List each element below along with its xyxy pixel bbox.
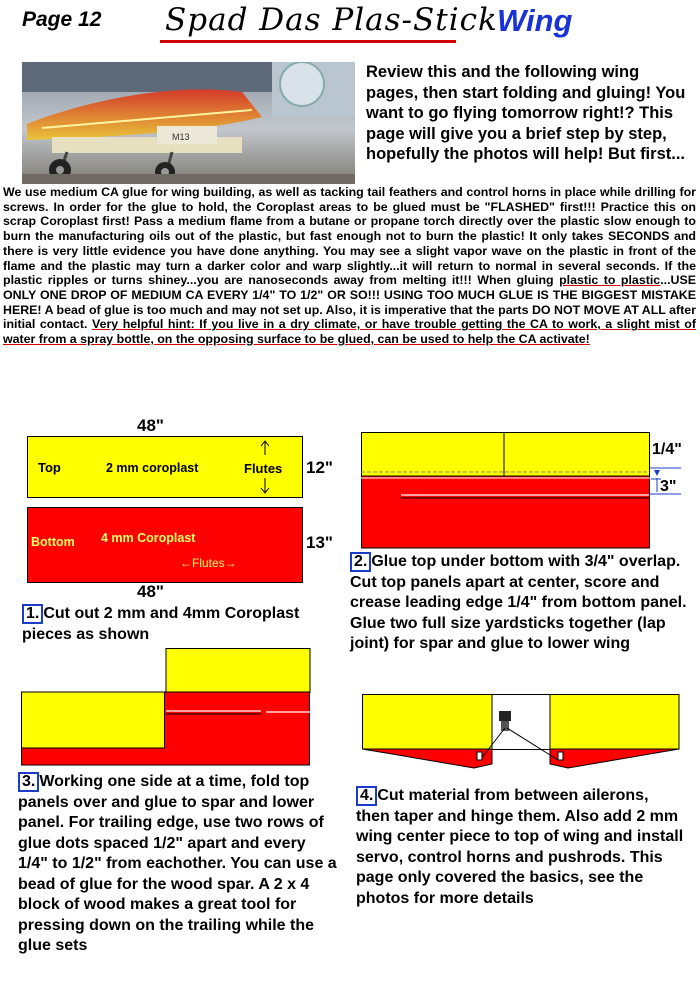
step-4-text: Cut material from between ailerons, then taper and hinge them. Also add 2 mm wing center piece to top of wing and install servo, control horns and pushrods. This page only covered the basics, see the photos for more details [356, 787, 684, 907]
diagram-ailerons [362, 694, 680, 774]
servo-icon [499, 711, 511, 721]
svg-text:M13: M13 [172, 132, 190, 142]
wing-photo [22, 62, 355, 184]
step-3-text: Working one side at a time, fold top panels over and glue to spar and lower panel. For trailing edge, use two rows of glue dots spaced 1/2" apart and every 1/4" to 1/2" from eachother. You can use a bead of glue for the wood spar. A 2 x 4 block of wood makes a great tool for pressing down on the trailing while the glue sets [18, 773, 337, 954]
bottom-panel-flutes: ←Flutes→ [180, 556, 237, 570]
section-title: Wing [497, 3, 573, 38]
step-4-number: 4. [356, 786, 377, 806]
step-1-number: 1. [22, 604, 43, 624]
bottom-panel [27, 507, 303, 583]
title-underline [160, 40, 456, 43]
top-panel-flutes: Flutes [244, 461, 283, 476]
step-1-text: Cut out 2 mm and 4mm Coroplast pieces as shown [22, 605, 300, 643]
body-text-2: ...USE ONLY ONE DROP OF MEDIUM CA EVERY 1/4" TO 1/2" OR SO!!! USING TOO MUCH GLUE IS THE BIGGEST MISTAKE HERE! A bead of glue is too much and may not set up. Also, it is imperative that the parts DO NOT MOVE AT ALL after initial contact. [3, 273, 696, 332]
underlined-phrase: plastic to plastic [559, 273, 661, 288]
step-2-number: 2. [350, 552, 371, 572]
top-panel [27, 436, 303, 498]
top-width-dimension: 48" [137, 416, 164, 435]
bottom-height-dimension: 13" [306, 533, 333, 552]
top-panel-label: Top [38, 460, 61, 475]
glue-instructions [3, 185, 696, 347]
step-3-number: 3. [18, 772, 39, 792]
overlap-dimension: 3" [660, 478, 677, 495]
bottom-panel-material: 4 mm Coroplast [101, 531, 196, 545]
document-title: Spad Das Plas-Stick [165, 2, 498, 38]
step-4 [356, 786, 686, 909]
step-2-text: Glue top under bottom with 3/4" overlap. Cut top panels apart at center, score and crease leading edge 1/4" from bottom panel. Glue two full size yardsticks together (lap joint) for spar and glue to lower wing [350, 553, 687, 652]
crease-dimension: 1/4" [652, 441, 682, 458]
bottom-width-dimension: 48" [137, 582, 164, 601]
intro-text: Review this and the following wing pages, then start folding and gluing! You want to go flying tomorrow right!? This page will give you a brief step by step, hopefully the photos will help! But first... [366, 63, 686, 164]
page-number: Page 12 [22, 8, 102, 31]
bottom-panel-label: Bottom [31, 535, 75, 549]
top-height-dimension: 12" [306, 458, 333, 477]
body-text-1: We use medium CA glue for wing building, as well as tacking tail feathers and control horns in place while drilling for screws. In order for the glue to hold, the Coroplast areas to be glued must be "FLASHED" first!!! Practice this on scrap Coroplast first! Pass a medium flame from a butane or propane torch directly over the plastic slow enough to burn the manufacturing oils out of the plastic, but fast enough not to burn the plastic! It only takes SECONDS and there is very little evidence you have done anything. You may see a slight vapor wave on the plastic in front of the flame and the plastic may turn a darker color and warp slightly...it will return to normal in several seconds. If the plastic ripples or turns shiney...you are nanoseconds away from melting it!!! When gluing [3, 185, 696, 288]
diagram-overlap [361, 432, 650, 550]
step-2 [350, 552, 690, 655]
diagram-fold [21, 648, 311, 766]
top-panel-material: 2 mm coroplast [106, 461, 199, 475]
flutes-vertical-arrow-icon [260, 440, 270, 494]
step-3 [18, 772, 338, 957]
helpful-hint: Very helpful hint: If you live in a dry climate, or have trouble getting the CA to work, a slight mist of water from a spray bottle, on the opposing surface to be glued, can be used to help the CA activate! [3, 317, 697, 347]
step-1 [22, 604, 332, 645]
